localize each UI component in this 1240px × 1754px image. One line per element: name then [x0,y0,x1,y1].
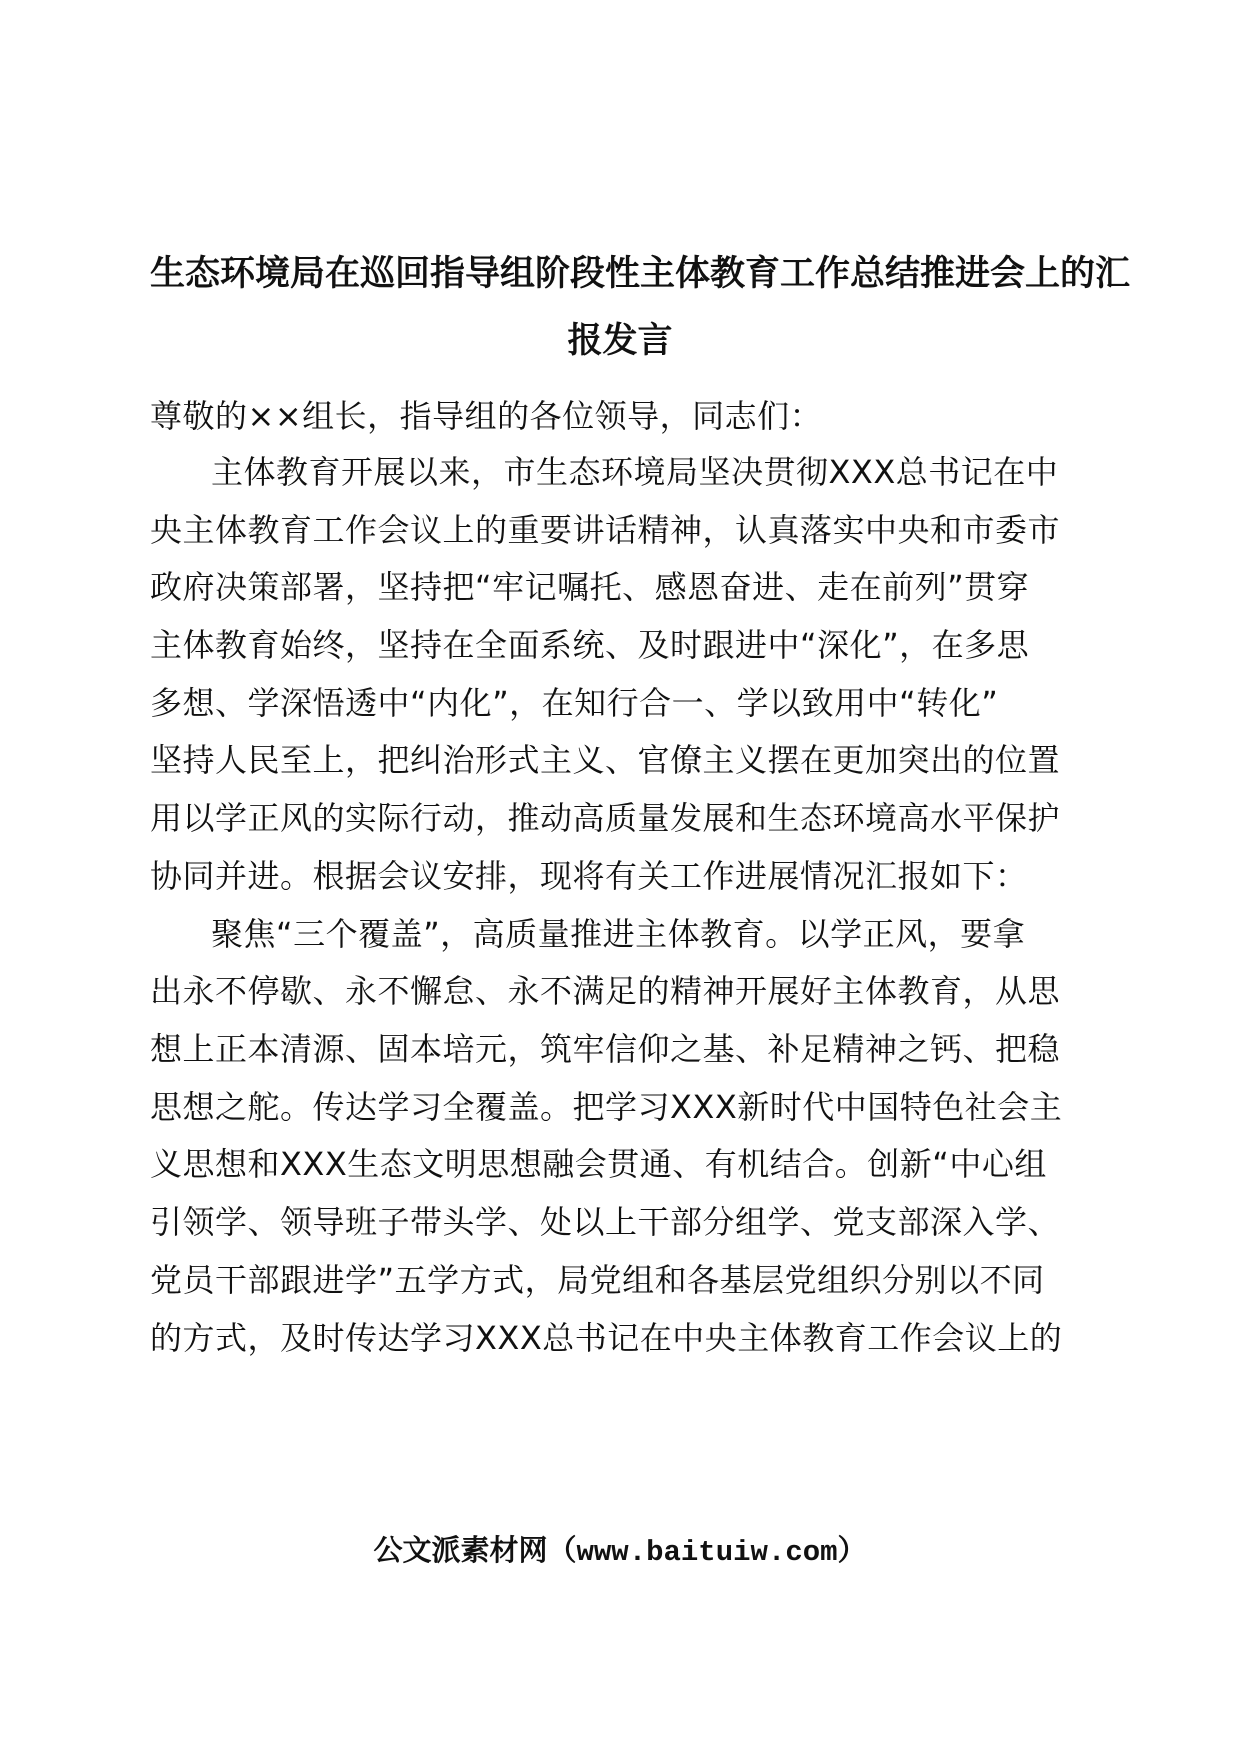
body-line: 思想之舵。传达学习全覆盖。把学习XXX新时代中国特色社会主 [150,1088,1063,1126]
body-line: 多想、学深悟透中“内化”，在知行合一、学以致用中“转化” [150,684,999,722]
body-line: 党员干部跟进学”五学方式，局党组和各基层党组织分别以不同 [150,1261,1045,1299]
footer-url: （www.baituiw.com） [547,1536,867,1569]
body-line: 主体教育开展以来，市生态环境局坚决贯彻XXX总书记在中 [211,453,1059,491]
body-line: 义思想和XXX生态文明思想融会贯通、有机结合。创新“中心组 [150,1145,1047,1183]
document-title-line-1: 生态环境局在巡回指导组阶段性主体教育工作总结推进会上的汇 [150,254,1131,294]
body-line: 聚焦“三个覆盖”，高质量推进主体教育。以学正风，要拿 [211,915,1026,953]
body-line: 想上正本清源、固本培元，筑牢信仰之基、补足精神之钙、把稳 [150,1030,1061,1068]
salutation: 尊敬的××组长，指导组的各位领导，同志们： [150,397,823,435]
body-line: 协同并进。根据会议安排，现将有关工作进展情况汇报如下： [150,857,1028,895]
page-footer [0,1528,1240,1569]
footer-site-name: 公文派素材网 [373,1533,548,1567]
body-line: 出永不停歇、永不懈怠、永不满足的精神开展好主体教育，从思 [150,972,1061,1010]
document-title-line-2: 报发言 [567,321,673,361]
body-line: 的方式，及时传达学习XXX总书记在中央主体教育工作会议上的 [150,1319,1063,1357]
body-line: 主体教育始终，坚持在全面系统、及时跟进中“深化”，在多思 [150,626,1030,664]
body-line: 用以学正风的实际行动，推动高质量发展和生态环境高水平保护 [150,799,1061,837]
body-line: 引领学、领导班子带头学、处以上干部分组学、党支部深入学、 [150,1203,1061,1241]
body-line: 央主体教育工作会议上的重要讲话精神，认真落实中央和市委市 [150,511,1061,549]
body-line: 政府决策部署，坚持把“牢记嘱托、感恩奋进、走在前列”贯穿 [150,568,1030,606]
body-line: 坚持人民至上，把纠治形式主义、官僚主义摆在更加突出的位置 [150,741,1061,779]
